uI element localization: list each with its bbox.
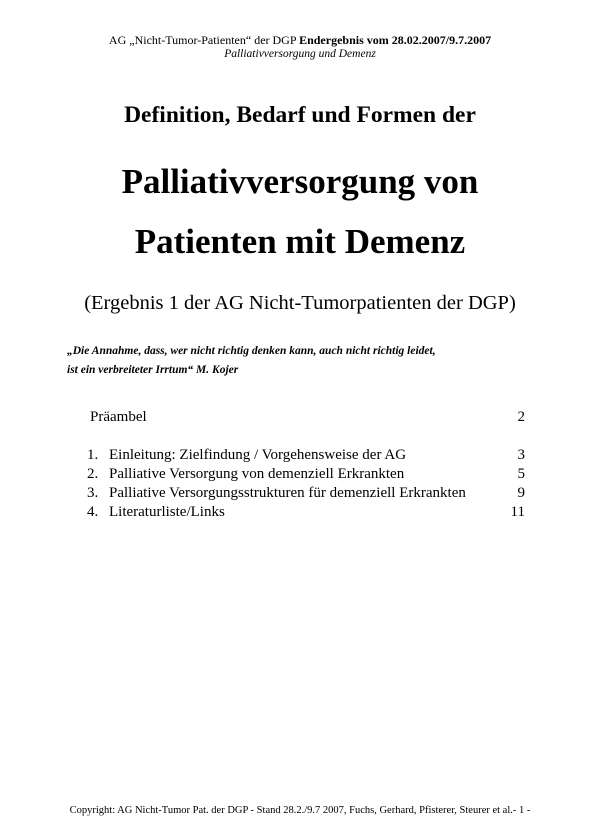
subtitle: (Ergebnis 1 der AG Nicht-Tumorpatienten der DGP) (84, 292, 516, 314)
page-header (0, 33, 600, 61)
quote-line-2: ist ein verbreiteter Irrtum“ M. Kojer (67, 364, 239, 376)
toc-preamble-page: 2 (517, 409, 525, 425)
title-line-1: Definition, Bedarf und Formen der (124, 102, 476, 128)
toc-item-page: 9 (517, 485, 525, 501)
toc-item-page: 5 (517, 466, 525, 482)
toc-item-3[interactable] (87, 484, 525, 502)
toc-item-number: 4. (87, 504, 99, 520)
title-line-3: Patienten mit Demenz (134, 222, 466, 261)
quote (67, 342, 547, 380)
toc-item-number: 3. (87, 485, 99, 501)
page-footer: Copyright: AG Nicht-Tumor Pat. der DGP - Stand 28.2./9.7 2007, Fuchs, Gerhard, Pfisterer, Steurer et al.- 1 - (69, 805, 531, 816)
header-bold-date: Endergebnis vom 28.02.2007/9.7.2007 (299, 33, 492, 47)
toc-item-1[interactable] (87, 446, 525, 464)
toc-preamble[interactable] (87, 408, 525, 426)
toc-item-label: Palliative Versorgungsstrukturen für demenziell Erkrankten (109, 485, 466, 501)
toc-item-page: 3 (517, 447, 525, 463)
toc-item-number: 2. (87, 466, 99, 482)
toc-item-2[interactable] (87, 465, 525, 483)
toc-item-label: Palliative Versorgung von demenziell Erkrankten (109, 466, 405, 482)
toc-item-label: Einleitung: Zielfindung / Vorgehensweise der AG (109, 447, 407, 463)
toc-item-number: 1. (87, 447, 99, 463)
toc-preamble-label: Präambel (90, 409, 147, 425)
toc-item-label: Literaturliste/Links (109, 504, 225, 520)
toc-item-page: 11 (510, 504, 525, 520)
title-line-2: Palliativversorgung von (121, 162, 479, 201)
header-prefix: AG „Nicht-Tumor-Patienten“ der DGP (108, 33, 300, 47)
quote-line-1: „Die Annahme, dass, wer nicht richtig denken kann, auch nicht richtig leidet, (67, 345, 436, 357)
header-line-1 (0, 33, 600, 47)
toc-item-4[interactable] (87, 503, 525, 521)
header-line-2: Palliativversorgung und Demenz (224, 48, 376, 60)
